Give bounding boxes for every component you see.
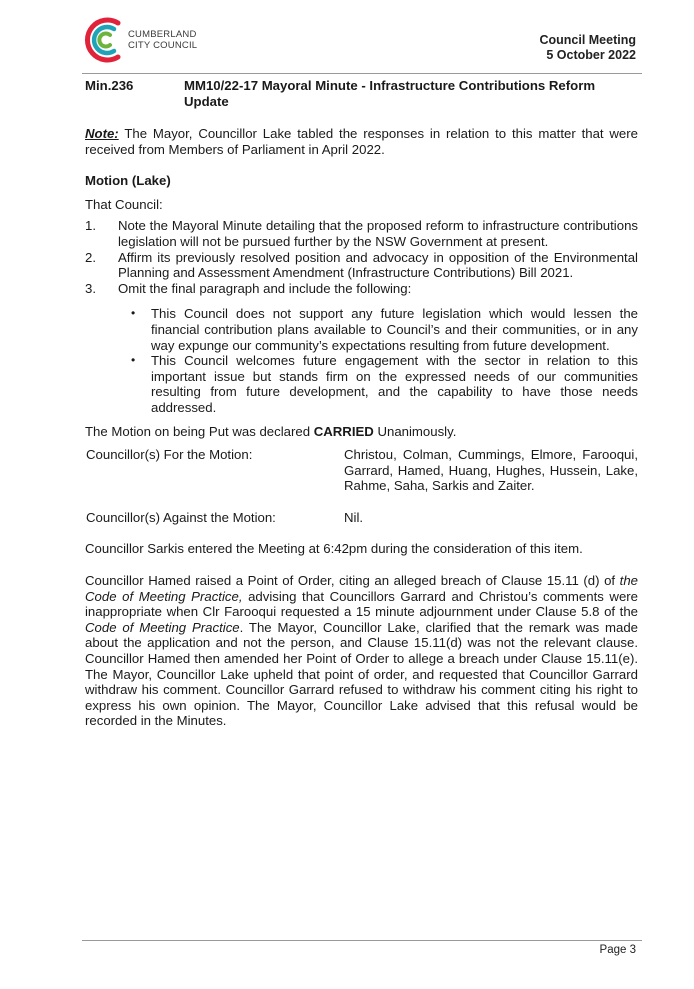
votes-for-value: Christou, Colman, Cummings, Elmore, Farooqui, Garrard, Hamed, Huang, Hughes, Hussein, Lake, Rahme, Saha, Sarkis and Zaiter. xyxy=(344,447,638,494)
header-divider xyxy=(82,73,642,74)
council-logo xyxy=(82,14,212,66)
minute-number: Min.236 xyxy=(85,78,134,93)
meeting-title: Council Meeting xyxy=(539,33,636,47)
item-text: Note the Mayoral Minute detailing that the proposed reform to infrastructure contributions legislation will not be pursued further by the NSW Government at present. xyxy=(118,218,638,249)
footer-divider xyxy=(82,940,642,941)
poo-italic-1: the Code of Meeting Practice, xyxy=(85,573,638,604)
motion-item xyxy=(85,281,638,297)
motion-result xyxy=(85,424,638,440)
votes-against-label: Councillor(s) Against the Motion: xyxy=(86,509,276,525)
result-suffix: Unanimously. xyxy=(373,423,457,439)
votes-against xyxy=(85,510,638,526)
item-number: 3. xyxy=(85,280,96,296)
bullet-text: This Council does not support any future legislation which would lessen the financial contribution plans available to Council’s and their communities, or in any way expunge our community’s expectations resulting from future development. xyxy=(151,306,638,353)
minute-content xyxy=(85,78,638,729)
votes-against-value: Nil. xyxy=(344,509,364,525)
poo-text-3: . The Mayor, Councillor Lake, clarified that the remark was made about the application and not the person, and Clause 15.11(d) was not the relevant clause. Councillor Hamed then amended her Point of Order to allege a breach under Clause 15.11(e). The Mayor, Councillor Lake upheld that point of order, and requested that Councillor Garrard withdraw his comment. Councillor Garrard refused to withdraw his comment citing his right to express his own opinion. The Mayor, Councillor Lake advised that this refusal would be recorded in the Minutes. xyxy=(85,619,639,729)
bullet-item xyxy=(131,353,638,415)
motion-item xyxy=(85,218,638,249)
note-text: The Mayor, Councillor Lake tabled the responses in relation to this matter that were received from Members of Parliament in April 2022. xyxy=(85,126,638,157)
item-text: Omit the final paragraph and include the following: xyxy=(118,280,412,296)
bullet-glyph: • xyxy=(131,353,136,368)
logo-line-2: CITY COUNCIL xyxy=(128,40,198,51)
note-paragraph xyxy=(85,126,638,157)
council-logo-text xyxy=(128,29,197,51)
motion-item xyxy=(85,250,638,281)
point-of-order-paragraph xyxy=(85,573,638,729)
minute-heading xyxy=(85,78,638,110)
motion-intro: That Council: xyxy=(85,196,163,212)
meeting-date: 5 October 2022 xyxy=(546,48,636,62)
bullet-glyph: • xyxy=(131,306,136,321)
motion-heading: Motion (Lake) xyxy=(85,173,171,189)
poo-text-2: advising that Councillors Garrard and Christou’s comments were inappropriate when Clr Farooqui requested a 15 minute adjournment under Clause 5.8 of the xyxy=(85,588,638,620)
minute-title: MM10/22-17 Mayoral Minute - Infrastructure Contributions Reform Update xyxy=(184,78,596,109)
poo-text-1: Councillor Hamed raised a Point of Order, citing an alleged breach of Clause 15.11 (d) of xyxy=(85,573,620,589)
page-number: Page 3 xyxy=(599,944,636,956)
votes-for-label: Councillor(s) For the Motion: xyxy=(86,447,253,463)
item-number: 1. xyxy=(85,218,96,234)
motion-items xyxy=(85,218,638,296)
result-status: CARRIED xyxy=(313,423,374,439)
votes-for xyxy=(85,447,638,494)
council-logo-mark xyxy=(82,14,126,66)
entered-paragraph: Councillor Sarkis entered the Meeting at 6:42pm during the consideration of this item. xyxy=(85,541,583,557)
result-prefix: The Motion on being Put was declared xyxy=(85,423,314,439)
bullet-text: This Council welcomes future engagement with the sector in relation to this important issue but stands firm on the expressed needs of our communities resulting from future development, and the capability to have those needs addressed. xyxy=(151,353,638,415)
motion-bullets xyxy=(85,306,638,415)
poo-italic-2: Code of Meeting Practice xyxy=(85,619,240,635)
item-number: 2. xyxy=(85,249,96,265)
meeting-info xyxy=(539,33,636,63)
logo-line-1: CUMBERLAND xyxy=(128,29,197,40)
bullet-item xyxy=(131,306,638,353)
note-label: Note: xyxy=(85,126,119,141)
item-text: Affirm its previously resolved position and advocacy in opposition of the Environmental Planning and Assessment Amendment (Infrastructure Contributions) Bill 2021. xyxy=(118,249,638,281)
